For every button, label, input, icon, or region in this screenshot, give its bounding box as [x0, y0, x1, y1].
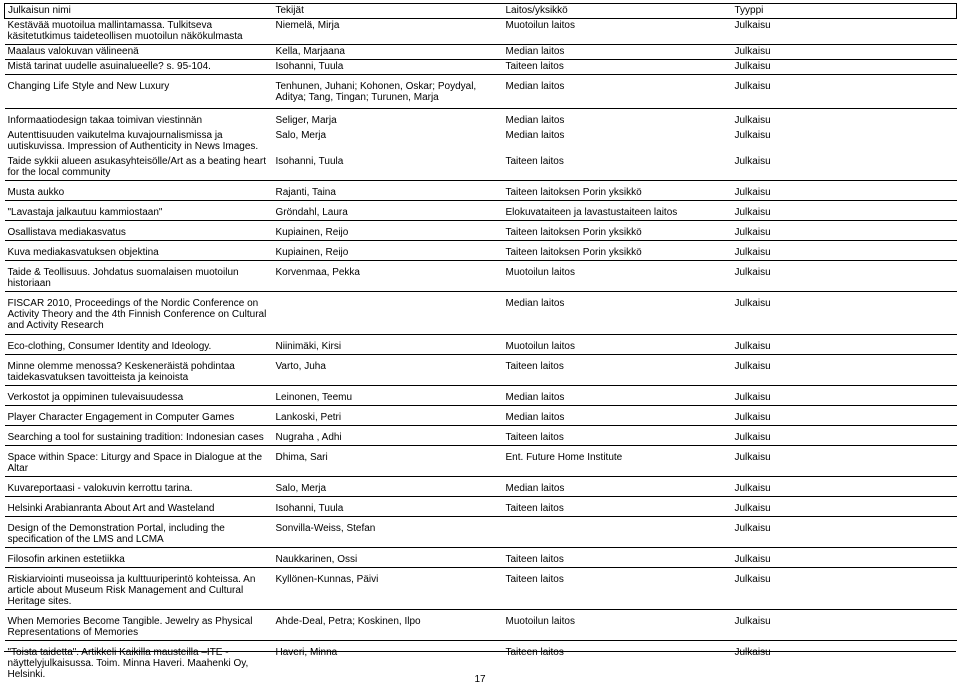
- cell-authors: Varto, Juha: [273, 355, 503, 386]
- table-row: [5, 355, 957, 386]
- cell-title: "Toista taidetta". Artikkeli Kaikilla mausteilla –ITE - näyttelyjulkaisussa. Toim. Minna Haveri. Maahenki Oy, Helsinki.: [5, 641, 273, 690]
- cell-authors: Nugraha , Adhi: [273, 426, 503, 446]
- cell-authors: Kupiainen, Reijo: [273, 221, 503, 241]
- cell-authors: Gröndahl, Laura: [273, 201, 503, 221]
- cell-authors: Isohanni, Tuula: [273, 60, 503, 75]
- cell-type: Julkaisu: [732, 154, 957, 181]
- cell-department: Ent. Future Home Institute: [503, 446, 732, 477]
- cell-department: Elokuvataiteen ja lavastustaiteen laitos: [503, 201, 732, 221]
- table-row: [5, 261, 957, 292]
- cell-type: Julkaisu: [732, 19, 957, 45]
- cell-title: When Memories Become Tangible. Jewelry as Physical Representations of Memories: [5, 610, 273, 641]
- cell-authors: Salo, Merja: [273, 477, 503, 497]
- cell-department: Taiteen laitos: [503, 568, 732, 610]
- table-row: [5, 201, 957, 221]
- cell-department: Median laitos: [503, 75, 732, 109]
- table-row: [5, 426, 957, 446]
- publication-list: [4, 3, 956, 690]
- table-row: [5, 19, 957, 45]
- cell-department: Taiteen laitos: [503, 60, 732, 75]
- header-type: Tyyppi: [732, 4, 957, 19]
- cell-type: Julkaisu: [732, 335, 957, 355]
- cell-authors: Haveri, Minna: [273, 641, 503, 690]
- cell-title: Helsinki Arabianranta About Art and Wasteland: [5, 497, 273, 517]
- cell-title: Space within Space: Liturgy and Space in Dialogue at the Altar: [5, 446, 273, 477]
- cell-department: Muotoilun laitos: [503, 610, 732, 641]
- cell-title: Searching a tool for sustaining tradition: Indonesian cases: [5, 426, 273, 446]
- cell-type: Julkaisu: [732, 517, 957, 548]
- cell-authors: Dhima, Sari: [273, 446, 503, 477]
- cell-type: Julkaisu: [732, 241, 957, 261]
- table-row: [5, 477, 957, 497]
- cell-authors: Naukkarinen, Ossi: [273, 548, 503, 568]
- table-row: [5, 241, 957, 261]
- cell-authors: Lankoski, Petri: [273, 406, 503, 426]
- table-row: [5, 75, 957, 109]
- cell-type: Julkaisu: [732, 426, 957, 446]
- cell-title: Riskiarviointi museoissa ja kulttuuriperintö kohteissa. An article about Museum Risk Management and Cultural Heritage sites.: [5, 568, 273, 610]
- cell-department: Taiteen laitos: [503, 497, 732, 517]
- cell-title: Kuvareportaasi - valokuvin kerrottu tarina.: [5, 477, 273, 497]
- header-department: Laitos/yksikkö: [503, 4, 732, 19]
- table-row: [5, 386, 957, 406]
- table-row: [5, 548, 957, 568]
- cell-type: Julkaisu: [732, 497, 957, 517]
- table-row: [5, 128, 957, 154]
- cell-type: Julkaisu: [732, 75, 957, 109]
- cell-department: Median laitos: [503, 386, 732, 406]
- cell-authors: Salo, Merja: [273, 128, 503, 154]
- cell-title: Player Character Engagement in Computer Games: [5, 406, 273, 426]
- cell-title: Taide & Teollisuus. Johdatus suomalaisen muotoilun historiaan: [5, 261, 273, 292]
- cell-department: Median laitos: [503, 292, 732, 335]
- cell-title: FISCAR 2010, Proceedings of the Nordic Conference on Activity Theory and the 4th Finnish Conference on Cultural and Activity Research: [5, 292, 273, 335]
- cell-type: Julkaisu: [732, 548, 957, 568]
- cell-authors: Leinonen, Teemu: [273, 386, 503, 406]
- cell-type: Julkaisu: [732, 45, 957, 60]
- cell-department: Taiteen laitos: [503, 426, 732, 446]
- table-row: [5, 517, 957, 548]
- cell-authors: Kella, Marjaana: [273, 45, 503, 60]
- cell-type: Julkaisu: [732, 477, 957, 497]
- table-row: [5, 335, 957, 355]
- cell-authors: Kupiainen, Reijo: [273, 241, 503, 261]
- cell-department: Muotoilun laitos: [503, 335, 732, 355]
- cell-title: Design of the Demonstration Portal, including the specification of the LMS and LCMA: [5, 517, 273, 548]
- table-bottom-border: [4, 651, 956, 652]
- table-row: [5, 109, 957, 129]
- cell-type: Julkaisu: [732, 221, 957, 241]
- cell-type: Julkaisu: [732, 261, 957, 292]
- cell-title: Taide sykkii alueen asukasyhteisölle/Art as a beating heart for the local community: [5, 154, 273, 181]
- cell-title: Maalaus valokuvan välineenä: [5, 45, 273, 60]
- cell-title: Minne olemme menossa? Keskeneräistä pohdintaa taidekasvatuksen tavoitteista ja keinoista: [5, 355, 273, 386]
- cell-department: Taiteen laitoksen Porin yksikkö: [503, 181, 732, 201]
- cell-department: Median laitos: [503, 406, 732, 426]
- cell-department: Median laitos: [503, 128, 732, 154]
- cell-department: Muotoilun laitos: [503, 19, 732, 45]
- cell-title: Mistä tarinat uudelle asuinalueelle? s. 95-104.: [5, 60, 273, 75]
- cell-department: Taiteen laitos: [503, 355, 732, 386]
- cell-type: Julkaisu: [732, 568, 957, 610]
- cell-title: Verkostot ja oppiminen tulevaisuudessa: [5, 386, 273, 406]
- cell-type: Julkaisu: [732, 201, 957, 221]
- table-row: [5, 292, 957, 335]
- cell-department: Taiteen laitos: [503, 154, 732, 181]
- cell-authors: [273, 292, 503, 335]
- cell-title: Osallistava mediakasvatus: [5, 221, 273, 241]
- cell-title: Musta aukko: [5, 181, 273, 201]
- cell-title: "Lavastaja jalkautuu kammiostaan": [5, 201, 273, 221]
- cell-authors: Niinimäki, Kirsi: [273, 335, 503, 355]
- table-row: [5, 406, 957, 426]
- cell-type: Julkaisu: [732, 610, 957, 641]
- cell-type: Julkaisu: [732, 386, 957, 406]
- cell-authors: Ahde-Deal, Petra; Koskinen, Ilpo: [273, 610, 503, 641]
- cell-type: Julkaisu: [732, 60, 957, 75]
- cell-authors: Seliger, Marja: [273, 109, 503, 129]
- cell-authors: Isohanni, Tuula: [273, 154, 503, 181]
- cell-authors: Isohanni, Tuula: [273, 497, 503, 517]
- cell-authors: Tenhunen, Juhani; Kohonen, Oskar; Poydyal, Aditya; Tang, Tingan; Turunen, Marja: [273, 75, 503, 109]
- cell-type: Julkaisu: [732, 181, 957, 201]
- table-row: [5, 610, 957, 641]
- table-row: [5, 221, 957, 241]
- cell-type: Julkaisu: [732, 641, 957, 690]
- cell-title: Kuva mediakasvatuksen objektina: [5, 241, 273, 261]
- cell-authors: Sonvilla-Weiss, Stefan: [273, 517, 503, 548]
- cell-authors: Niemelä, Mirja: [273, 19, 503, 45]
- cell-authors: Kyllönen-Kunnas, Päivi: [273, 568, 503, 610]
- cell-title: Eco-clothing, Consumer Identity and Ideology.: [5, 335, 273, 355]
- cell-department: [503, 517, 732, 548]
- cell-department: Taiteen laitoksen Porin yksikkö: [503, 241, 732, 261]
- table-header-row: [5, 4, 957, 19]
- cell-department: Median laitos: [503, 109, 732, 129]
- cell-type: Julkaisu: [732, 109, 957, 129]
- cell-type: Julkaisu: [732, 406, 957, 426]
- table-row: [5, 45, 957, 60]
- cell-title: Informaatiodesign takaa toimivan viestinnän: [5, 109, 273, 129]
- cell-department: Muotoilun laitos: [503, 261, 732, 292]
- table-row: [5, 568, 957, 610]
- cell-department: Median laitos: [503, 45, 732, 60]
- table-row: [5, 181, 957, 201]
- cell-title: Changing Life Style and New Luxury: [5, 75, 273, 109]
- cell-type: Julkaisu: [732, 446, 957, 477]
- cell-authors: Korvenmaa, Pekka: [273, 261, 503, 292]
- cell-department: Taiteen laitos: [503, 548, 732, 568]
- cell-department: Median laitos: [503, 477, 732, 497]
- table-row: [5, 154, 957, 181]
- cell-authors: Rajanti, Taina: [273, 181, 503, 201]
- cell-type: Julkaisu: [732, 128, 957, 154]
- publications-table: [4, 3, 957, 690]
- cell-department: Taiteen laitos: [503, 641, 732, 690]
- cell-title: Kestävää muotoilua mallintamassa. Tulkitseva käsitetutkimus taideteollisen muotoilun näkökulmasta: [5, 19, 273, 45]
- table-row: [5, 497, 957, 517]
- page-number: 17: [0, 674, 960, 685]
- cell-title: Filosofin arkinen estetiikka: [5, 548, 273, 568]
- cell-title: Autenttisuuden vaikutelma kuvajournalismissa ja uutiskuvissa. Impression of Authenticity in News Images.: [5, 128, 273, 154]
- header-title: Julkaisun nimi: [5, 4, 273, 19]
- table-body: [5, 19, 957, 690]
- cell-department: Taiteen laitoksen Porin yksikkö: [503, 221, 732, 241]
- header-authors: Tekijät: [273, 4, 503, 19]
- cell-type: Julkaisu: [732, 355, 957, 386]
- table-row: [5, 60, 957, 75]
- cell-type: Julkaisu: [732, 292, 957, 335]
- table-row: [5, 446, 957, 477]
